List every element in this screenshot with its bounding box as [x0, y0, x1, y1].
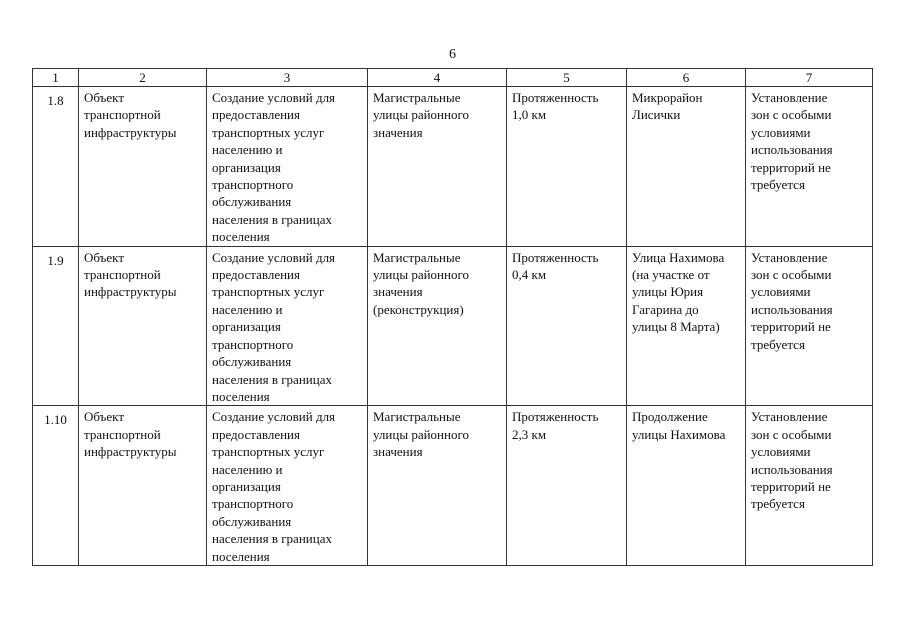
cell-text-line: Протяженность — [512, 249, 599, 265]
header-row — [33, 69, 873, 87]
cell-purpose — [207, 246, 368, 406]
cell-text-line: 2,3 км — [512, 426, 547, 442]
cell-text-line: Протяженность — [512, 409, 599, 425]
table-row — [33, 87, 873, 247]
cell-text-line: Протяженность — [512, 90, 599, 105]
row-number: 1.10 — [33, 406, 79, 566]
cell-text-line: транспортной — [84, 267, 161, 283]
cell-text-line: территорий не — [751, 159, 831, 175]
row-number: 1.8 — [33, 87, 79, 247]
cell-text-line: транспортной — [84, 426, 161, 442]
cell-text-line: территорий не — [751, 478, 831, 494]
cell-location — [627, 246, 746, 406]
cell-text-line: Объект — [84, 90, 124, 105]
cell-purpose — [207, 87, 368, 247]
cell-text-line: организация — [212, 478, 281, 494]
cell-text-line: транспортной — [84, 107, 161, 123]
cell-zones — [746, 406, 873, 566]
cell-text-line: инфраструктуры — [84, 124, 177, 140]
cell-text-line: улицы районного — [373, 267, 469, 283]
cell-text-line: Создание условий для — [212, 90, 336, 105]
cell-text-line: организация — [212, 159, 281, 175]
cell-length — [507, 246, 627, 406]
cell-text-line: населению и — [212, 461, 283, 477]
cell-text-line: 1,0 км — [512, 107, 547, 123]
cell-text-line: условиями — [751, 284, 811, 300]
cell-text-line: улицы районного — [373, 107, 469, 123]
column-header: 3 — [207, 69, 368, 87]
column-header: 7 — [746, 69, 873, 87]
cell-text-line: 0,4 км — [512, 267, 547, 283]
cell-text-line: инфраструктуры — [84, 444, 177, 460]
cell-text-line: Магистральные — [373, 249, 461, 265]
cell-location — [627, 406, 746, 566]
cell-text-line: Создание условий для — [212, 249, 336, 265]
cell-text-line: требуется — [751, 496, 805, 512]
cell-text-line: значения — [373, 124, 423, 140]
cell-text-line: населению и — [212, 142, 283, 158]
cell-text-line: улицы Нахимова — [632, 426, 726, 442]
cell-text-line: (на участке от — [632, 267, 710, 283]
cell-text-line: использования — [751, 461, 833, 477]
cell-text-line: транспортного — [212, 177, 294, 193]
cell-text-line: зон с особыми — [751, 107, 832, 123]
column-header: 1 — [33, 69, 79, 87]
cell-text-line: условиями — [751, 444, 811, 460]
cell-text-line: транспортных услуг — [212, 444, 325, 460]
cell-text-line: инфраструктуры — [84, 284, 177, 300]
cell-length — [507, 87, 627, 247]
cell-text-line: улицы 8 Марта) — [632, 319, 720, 335]
cell-type — [368, 87, 507, 247]
column-header: 6 — [627, 69, 746, 87]
cell-text-line: предоставления — [212, 107, 300, 123]
cell-text-line: территорий не — [751, 319, 831, 335]
cell-type — [368, 406, 507, 566]
cell-text-line: Улица Нахимова — [632, 249, 725, 265]
cell-text-line: организация — [212, 319, 281, 335]
cell-text-line: населения в границах — [212, 371, 332, 387]
infrastructure-table — [32, 68, 873, 566]
column-header: 2 — [79, 69, 207, 87]
column-header: 4 — [368, 69, 507, 87]
cell-text-line: зон с особыми — [751, 426, 832, 442]
cell-text-line: значения — [373, 444, 423, 460]
cell-zones — [746, 246, 873, 406]
cell-text-line: поселения — [212, 229, 270, 245]
cell-text-line: Лисички — [632, 107, 681, 123]
cell-text-line: улицы районного — [373, 426, 469, 442]
cell-text-line: Объект — [84, 249, 124, 265]
cell-type — [368, 246, 507, 406]
cell-text-line: обслуживания — [212, 194, 292, 210]
cell-text-line: требуется — [751, 177, 805, 193]
cell-text-line: транспортного — [212, 336, 294, 352]
cell-text-line: населения в границах — [212, 211, 332, 227]
cell-text-line: (реконструкция) — [373, 301, 464, 317]
cell-text-line: населению и — [212, 301, 283, 317]
cell-text-line: поселения — [212, 548, 270, 564]
cell-text-line: предоставления — [212, 267, 300, 283]
cell-text-line: обслуживания — [212, 513, 292, 529]
cell-length — [507, 406, 627, 566]
cell-text-line: использования — [751, 142, 833, 158]
cell-text-line: Магистральные — [373, 409, 461, 425]
cell-object — [79, 406, 207, 566]
column-header: 5 — [507, 69, 627, 87]
cell-text-line: транспортного — [212, 496, 294, 512]
cell-text-line: предоставления — [212, 426, 300, 442]
cell-text-line: Гагарина до — [632, 301, 699, 317]
cell-text-line: Микрорайон — [632, 90, 703, 105]
cell-text-line: Объект — [84, 409, 124, 425]
cell-object — [79, 246, 207, 406]
cell-text-line: обслуживания — [212, 354, 292, 370]
cell-purpose — [207, 406, 368, 566]
cell-text-line: улицы Юрия — [632, 284, 704, 300]
cell-text-line: значения — [373, 284, 423, 300]
cell-text-line: Установление — [751, 90, 828, 105]
table-row — [33, 246, 873, 406]
cell-text-line: Создание условий для — [212, 409, 336, 425]
cell-text-line: зон с особыми — [751, 267, 832, 283]
cell-text-line: Продолжение — [632, 409, 708, 425]
cell-text-line: Установление — [751, 409, 828, 425]
cell-text-line: населения в границах — [212, 531, 332, 547]
cell-text-line: использования — [751, 301, 833, 317]
cell-text-line: Магистральные — [373, 90, 461, 105]
cell-location — [627, 87, 746, 247]
cell-zones — [746, 87, 873, 247]
cell-object — [79, 87, 207, 247]
cell-text-line: условиями — [751, 124, 811, 140]
cell-text-line: поселения — [212, 388, 270, 404]
cell-text-line: транспортных услуг — [212, 124, 325, 140]
page-number: 6 — [449, 47, 456, 62]
table-row — [33, 406, 873, 566]
cell-text-line: требуется — [751, 336, 805, 352]
cell-text-line: транспортных услуг — [212, 284, 325, 300]
cell-text-line: Установление — [751, 249, 828, 265]
row-number: 1.9 — [33, 246, 79, 406]
